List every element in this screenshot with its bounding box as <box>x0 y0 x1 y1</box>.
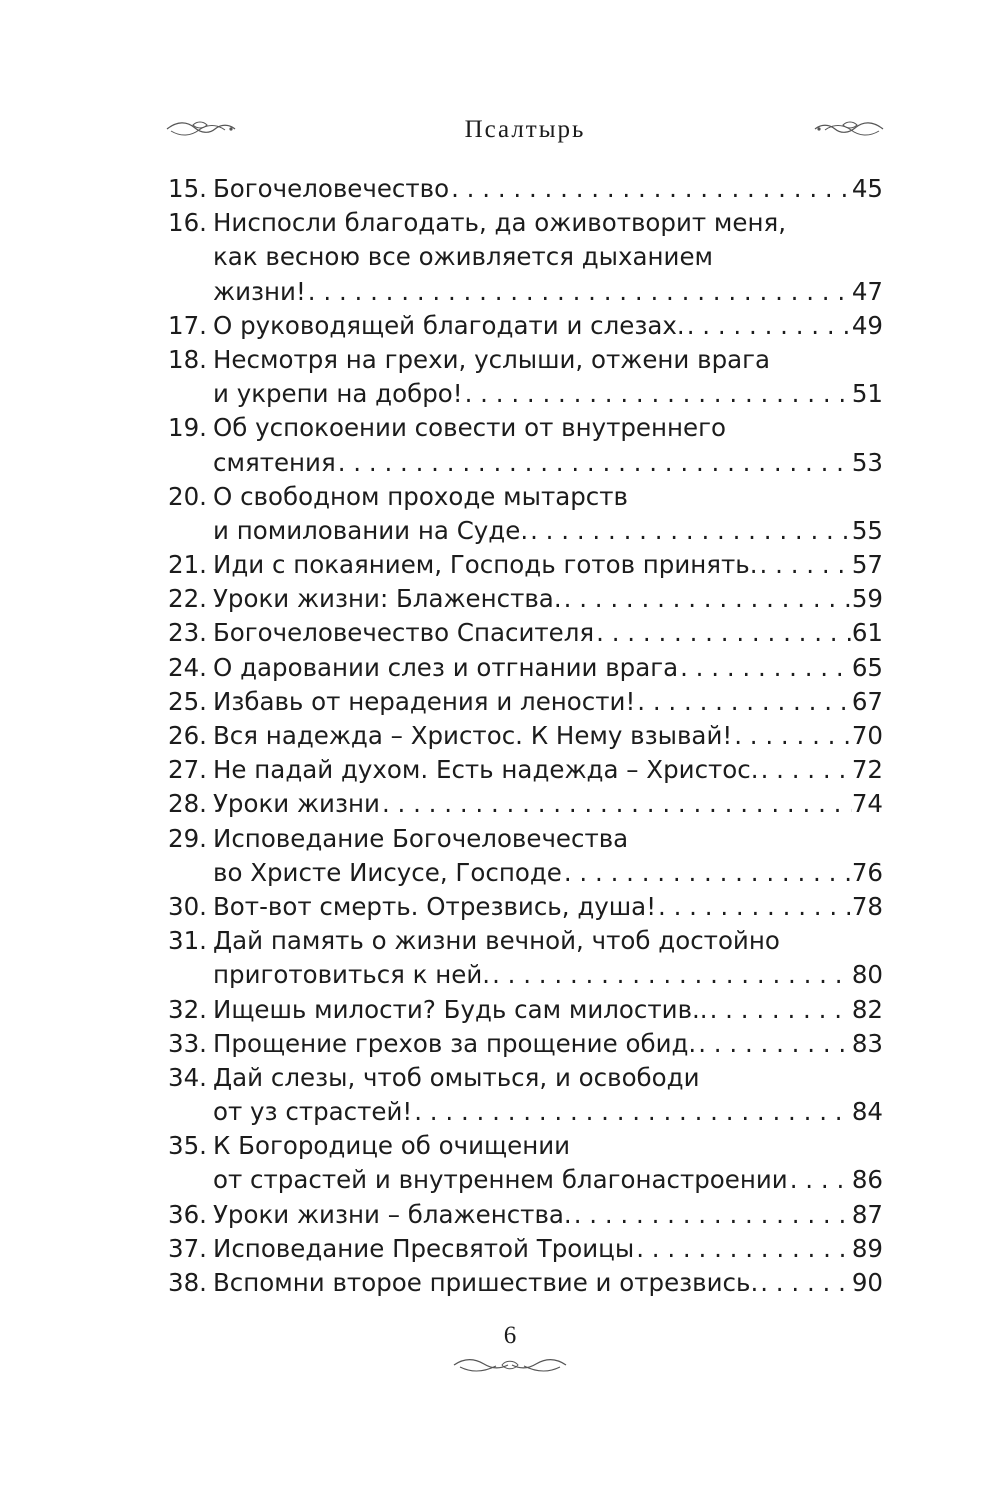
toc-entry-line <box>168 548 883 582</box>
toc-entry-number: 23. <box>168 618 207 648</box>
toc-entry-title: Дай слезы, чтоб омыться, и освободи <box>213 1062 700 1092</box>
toc-entry-title: О свободном проходе мытарств <box>213 481 628 511</box>
toc-entry <box>168 343 883 411</box>
dot-leader <box>463 377 852 411</box>
toc-entry-page: 80 <box>851 960 883 990</box>
toc-entry-number: 21. <box>168 550 207 580</box>
toc-entry <box>168 651 883 685</box>
toc-entry-page: 67 <box>851 686 883 716</box>
toc-entry-line <box>168 1232 883 1266</box>
toc-entry-line <box>168 890 883 924</box>
toc-entry-line <box>168 822 883 856</box>
toc-entry-line <box>168 172 883 206</box>
toc-entry-page: 45 <box>851 174 883 203</box>
toc-entry <box>168 1027 883 1061</box>
dot-leader <box>732 719 852 753</box>
toc-entry-page: 89 <box>851 1233 883 1263</box>
toc-entry-line <box>168 411 883 445</box>
toc-entry-line <box>168 1163 883 1197</box>
dot-leader <box>678 651 852 685</box>
toc-entry-line <box>168 240 883 274</box>
toc-entry-title: от страстей и внутреннем благонастроении <box>213 1165 788 1195</box>
toc-entry-title: О руководящей благодати и слезах. <box>213 310 685 340</box>
toc-entry-title: Вот-вот смерть. Отрезвись, душа! <box>213 891 657 921</box>
toc-entry <box>168 1198 883 1232</box>
toc-entry-page: 47 <box>851 276 883 306</box>
toc-entry-number: 36. <box>168 1199 207 1229</box>
toc-entry-number: 33. <box>168 1028 207 1058</box>
toc-entry-title: жизни! <box>213 276 306 306</box>
toc-entry <box>168 172 883 206</box>
toc-entry-title: Исповедание Пресвятой Троицы <box>213 1233 635 1263</box>
dot-leader <box>656 890 852 924</box>
toc-entry <box>168 924 883 992</box>
toc-entry-page: 82 <box>851 994 883 1024</box>
toc-entry-line <box>168 514 883 548</box>
toc-entry-page: 61 <box>851 618 883 648</box>
dot-leader <box>758 1266 852 1300</box>
toc-entry-line <box>168 719 883 753</box>
toc-entry-line <box>168 685 883 719</box>
toc-entry-line <box>168 1198 883 1232</box>
dot-leader <box>449 172 852 206</box>
toc-entry-title: Не падай духом. Есть надежда – Христос. <box>213 755 759 785</box>
toc-entry <box>168 787 883 821</box>
dot-leader <box>594 616 852 650</box>
toc-entry <box>168 1266 883 1300</box>
toc-entry-title: К Богородице об очищении <box>213 1131 571 1161</box>
toc-entry-line <box>168 1129 883 1163</box>
toc-entry-number: 31. <box>168 926 207 956</box>
toc-entry <box>168 1129 883 1197</box>
dot-leader <box>685 309 852 343</box>
toc-entry <box>168 822 883 890</box>
dot-leader <box>562 582 852 616</box>
toc-entry-line <box>168 582 883 616</box>
dot-leader <box>306 275 852 309</box>
toc-entry-title: Иди с покаянием, Господь готов принять. <box>213 550 758 580</box>
toc-entry-number: 25. <box>168 686 207 716</box>
page-title: Псалтырь <box>464 116 586 143</box>
toc-entry-number: 37. <box>168 1233 207 1263</box>
toc-entry-line <box>168 616 883 650</box>
toc-entry-line <box>168 206 883 240</box>
toc-entry-page: 74 <box>851 789 883 819</box>
toc-entry <box>168 719 883 753</box>
dot-leader <box>759 753 852 787</box>
toc-entry-title: Ищешь милости? Будь сам милостив.. <box>213 994 708 1024</box>
toc-entry-line <box>168 1061 883 1095</box>
toc-entry-title: Богочеловечество <box>213 174 450 203</box>
toc-entry <box>168 206 883 309</box>
toc-entry-page: 59 <box>851 584 883 614</box>
toc-entry-title: Уроки жизни <box>213 789 380 819</box>
toc-entry-title: Уроки жизни: Блаженства. <box>213 584 562 614</box>
toc-entry <box>168 1232 883 1266</box>
dot-leader <box>336 446 852 480</box>
toc-entry-page: 78 <box>851 891 883 921</box>
toc-entry-number: 27. <box>168 755 207 785</box>
toc-entry-line <box>168 343 883 377</box>
toc-entry-page: 87 <box>851 1199 883 1229</box>
toc-entry-title: Исповедание Богочеловечества <box>213 823 629 853</box>
toc-entry <box>168 548 883 582</box>
toc-entry-line <box>168 924 883 958</box>
dot-leader <box>758 548 852 582</box>
dot-leader <box>572 1198 852 1232</box>
toc-entry-title: от уз страстей! <box>213 1097 413 1127</box>
toc-entry-number: 35. <box>168 1131 207 1161</box>
toc-entry-number: 15. <box>168 174 207 203</box>
toc-entry-title: как весною все оживляется дыханием <box>213 242 714 272</box>
toc-entry-page: 57 <box>851 550 883 580</box>
toc-entry-line <box>168 1095 883 1129</box>
toc-entry-title: Вся надежда – Христос. К Нему взывай! <box>213 721 733 750</box>
toc-entry-page: 70 <box>851 721 883 750</box>
toc-entry <box>168 993 883 1027</box>
toc-entry-number: 24. <box>168 652 207 682</box>
dot-leader <box>788 1163 852 1197</box>
toc-entry-title: Дай память о жизни вечной, чтоб достойно <box>213 926 780 956</box>
toc-entry-number: 22. <box>168 584 207 614</box>
toc-entry-title: Богочеловечество Спасителя <box>213 618 595 648</box>
toc-entry-line <box>168 446 883 480</box>
toc-entry-title: смятения <box>213 447 336 477</box>
toc-entry-line <box>168 377 883 411</box>
toc-entry-line <box>168 993 883 1027</box>
toc-entry-page: 55 <box>851 515 883 545</box>
toc-entry-line <box>168 480 883 514</box>
toc-entry-number: 20. <box>168 481 207 511</box>
toc-entry-number: 32. <box>168 994 207 1024</box>
toc-entry-page: 83 <box>851 1028 883 1058</box>
toc-entry-title: Ниспосли благодать, да оживотворит меня, <box>213 208 787 238</box>
toc-entry-line <box>168 1266 883 1300</box>
dot-leader <box>490 958 852 992</box>
dot-leader <box>635 685 852 719</box>
toc-entry <box>168 753 883 787</box>
toc-entry-title: Несмотря на грехи, услыши, отжени врага <box>213 344 771 374</box>
flourish-ornament-icon <box>450 1354 570 1380</box>
toc-entry-line <box>168 651 883 685</box>
toc-entry-number: 26. <box>168 721 207 750</box>
page-footer <box>450 1322 570 1380</box>
toc-entry <box>168 582 883 616</box>
toc-entry-number: 19. <box>168 413 207 443</box>
toc-entry-title: Вспомни второе пришествие и отрезвись. <box>213 1268 759 1297</box>
toc-entry <box>168 616 883 650</box>
toc-entry-line <box>168 787 883 821</box>
running-header <box>165 112 885 152</box>
toc-entry-number: 18. <box>168 344 207 374</box>
dot-leader <box>380 787 852 821</box>
toc-entry <box>168 890 883 924</box>
toc-entry-number: 29. <box>168 823 207 853</box>
toc-entry-page: 53 <box>851 447 883 477</box>
dot-leader <box>412 1095 852 1129</box>
toc-entry-page: 84 <box>851 1097 883 1127</box>
toc-entry-line <box>168 753 883 787</box>
toc-entry <box>168 685 883 719</box>
toc-entry-title: Избавь от нерадения и лености! <box>213 686 636 716</box>
toc-entry-line <box>168 958 883 992</box>
dot-leader <box>528 514 852 548</box>
toc-entry-page: 90 <box>851 1268 883 1297</box>
toc-entry-title: во Христе Иисусе, Господе <box>213 857 562 887</box>
toc-entry <box>168 309 883 343</box>
toc-entry-line <box>168 1027 883 1061</box>
toc-entry-title: и помиловании на Суде. <box>213 515 529 545</box>
toc-entry-page: 51 <box>851 379 883 409</box>
toc-entry <box>168 1061 883 1129</box>
toc-entry-title: и укрепи на добро! <box>213 379 463 409</box>
toc-entry-line <box>168 275 883 309</box>
toc-entry-page: 72 <box>851 755 883 785</box>
toc-entry-title: О даровании слез и отгнании врага <box>213 652 679 682</box>
table-of-contents <box>168 172 883 1300</box>
page-number: 6 <box>503 1322 517 1349</box>
toc-entry-title: Об успокоении совести от внутреннего <box>213 413 726 443</box>
toc-entry-title: Прощение грехов за прощение обид. <box>213 1028 697 1058</box>
dot-leader <box>696 1027 852 1061</box>
toc-entry-title: Уроки жизни – блаженства. <box>213 1199 572 1229</box>
toc-entry-title: приготовиться к ней. <box>213 960 491 990</box>
toc-entry-number: 30. <box>168 891 207 921</box>
toc-entry-page: 49 <box>851 310 883 340</box>
toc-entry-number: 28. <box>168 789 207 819</box>
toc-entry-page: 76 <box>851 857 883 887</box>
toc-entry-line <box>168 856 883 890</box>
toc-entry-line <box>168 309 883 343</box>
toc-entry-page: 65 <box>851 652 883 682</box>
flourish-ornament-icon <box>813 118 885 140</box>
dot-leader <box>562 856 852 890</box>
toc-entry-number: 17. <box>168 310 207 340</box>
toc-entry-number: 38. <box>168 1268 207 1297</box>
toc-entry <box>168 411 883 479</box>
dot-leader <box>708 993 852 1027</box>
toc-entry-number: 16. <box>168 208 207 238</box>
toc-entry-page: 86 <box>851 1165 883 1195</box>
dot-leader <box>634 1232 852 1266</box>
toc-entry-number: 34. <box>168 1062 207 1092</box>
toc-entry <box>168 480 883 548</box>
